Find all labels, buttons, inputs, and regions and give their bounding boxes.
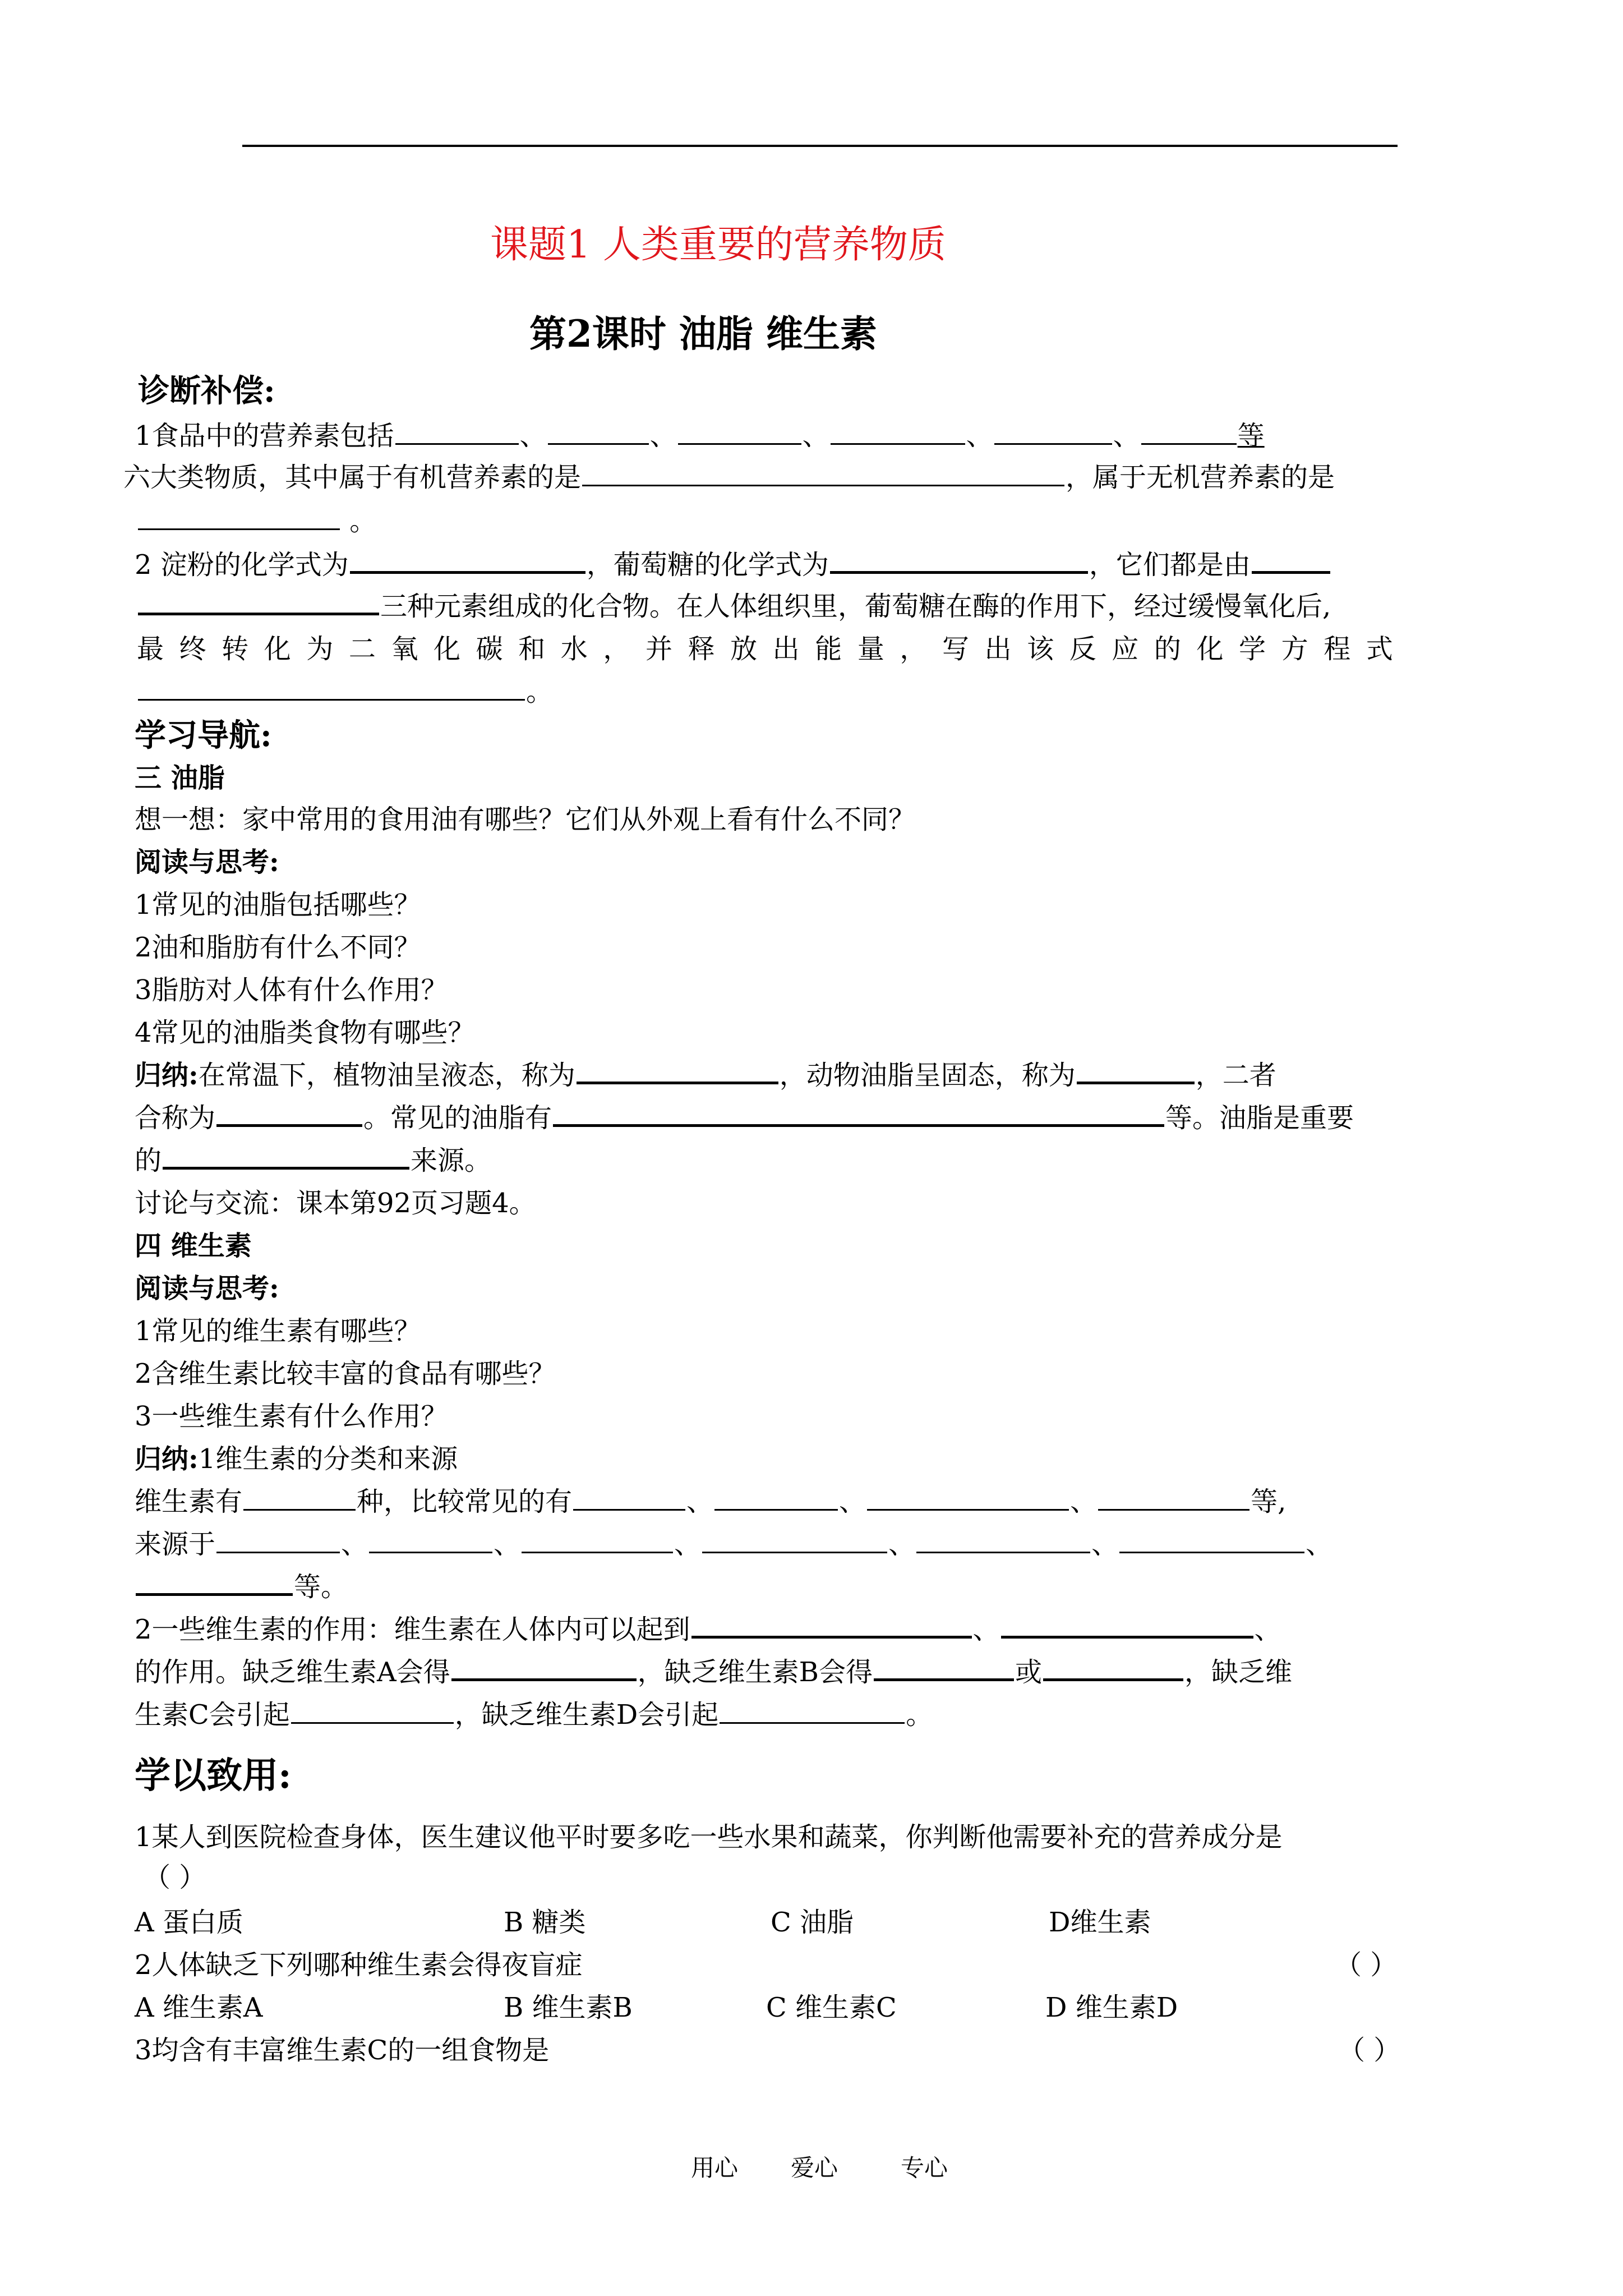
practice-q2-option-c: C 维生素C [766,1992,897,2023]
practice-q1-option-b: B 糖类 [504,1907,586,1938]
practice-q3-paren: （ ） [1338,2035,1401,2066]
lesson-subtitle: 第2课时 油脂 维生素 [529,312,877,356]
oil-summary-line2: 合称为 。常见的油脂有 等。油脂是重要 [135,1102,1354,1134]
practice-q2-option-b: B 维生素B [504,1992,633,2023]
header-rule [242,145,1398,147]
oil-summary-line1: 归纳:在常温下，植物油呈液态，称为 ，动物油脂呈固态，称为 ，二者 [135,1060,1276,1091]
footer-text-1: 用心 [691,2154,739,2182]
read-think-heading-2: 阅读与思考: [135,1273,279,1304]
practice-q1-paren: （ ） [144,1862,206,1893]
vitamin-summary-line1: 维生素有 种，比较常见的有 、 、 、 等, [135,1486,1287,1517]
vitamin-summary-heading: 归纳:1维生素的分类和来源 [135,1443,458,1475]
practice-q1-option-c: C 油脂 [771,1907,854,1938]
section-vitamins: 四 维生素 [135,1230,252,1262]
vitamin-question-1: 1常见的维生素有哪些？ [135,1315,421,1347]
lesson-title: 课题1 人类重要的营养物质 [490,223,946,267]
diag-q2-line1: 2 淀粉的化学式为 ，葡萄糖的化学式为 ，它们都是由 [135,549,1331,581]
vitamin-summary-line6: 生素C会引起 ，缺乏维生素D会引起 。 [135,1699,933,1731]
think-prompt: 想一想：家中常用的食用油有哪些？它们从外观上看有什么不同？ [135,804,916,835]
vitamin-question-2: 2含维生素比较丰富的食品有哪些？ [135,1358,556,1389]
diag-q1-line2: 六大类物质，其中属于有机营养素的是 ，属于无机营养素的是 [123,462,1335,493]
read-think-heading: 阅读与思考: [135,846,279,878]
oil-question-1: 1常见的油脂包括哪些？ [135,889,421,921]
diag-q1-line3: 。 [137,505,376,537]
practice-q1-option-a: A 蛋白质 [135,1907,243,1938]
practice-q2: 2人体缺乏下列哪种维生素会得夜盲症 [135,1949,583,1981]
practice-q2-option-a: A 维生素A [135,1992,263,2023]
diag-q2-line4: 。 [137,675,553,708]
practice-q2-option-d: D 维生素D [1045,1992,1178,2023]
discussion-note: 讨论与交流：课本第92页习题4。 [135,1188,536,1219]
practice-q1: 1某人到医院检查身体，医生建议他平时要多吃一些水果和蔬菜，你判断他需要补充的营养成分是 [135,1821,1283,1853]
vitamin-summary-line5: 的作用。缺乏维生素A会得 ，缺乏维生素B会得 或 ，缺乏维 [135,1657,1292,1688]
oil-question-4: 4常见的油脂类食物有哪些？ [135,1017,475,1048]
oil-question-3: 3脂肪对人体有什么作用？ [135,974,448,1006]
practice-heading: 学以致用: [135,1755,292,1797]
footer-text-3: 专心 [901,2154,948,2182]
oil-question-2: 2油和脂肪有什么不同？ [135,932,421,963]
oil-summary-line3: 的 来源。 [135,1145,492,1176]
diag-q2-line2: 三种元素组成的化合物。在人体组织里，葡萄糖在酶的作用下，经过缓慢氧化后, [137,590,1331,623]
diagnosis-heading: 诊断补偿: [138,372,275,409]
practice-q3: 3均含有丰富维生素C的一组食物是 [135,2035,550,2066]
practice-q1-option-d: D维生素 [1049,1907,1151,1938]
footer-text-2: 爱心 [791,2154,838,2182]
vitamin-summary-line4: 2一些维生素的作用：维生素在人体内可以起到 、 、 [135,1614,1281,1645]
section-oils: 三 油脂 [135,762,225,794]
vitamin-question-3: 3一些维生素有什么作用？ [135,1401,448,1432]
guide-heading: 学习导航: [135,717,272,754]
vitamin-summary-line2: 来源于 、 、 、 、 、 、 [135,1529,1333,1560]
diag-q1-line1: 1食品中的营养素包括 、 、 、 、 、 等 [135,420,1265,452]
practice-q2-paren: （ ） [1335,1949,1398,1981]
vitamin-summary-line3: 等。 [135,1571,348,1603]
diag-q2-line3: 最 终 转 化 为 二 氧 化 碳 和 水 ， 并 释 放 出 能 量 ， 写 出 该 反 应 的 化 学 方 程 式 [137,633,1393,665]
